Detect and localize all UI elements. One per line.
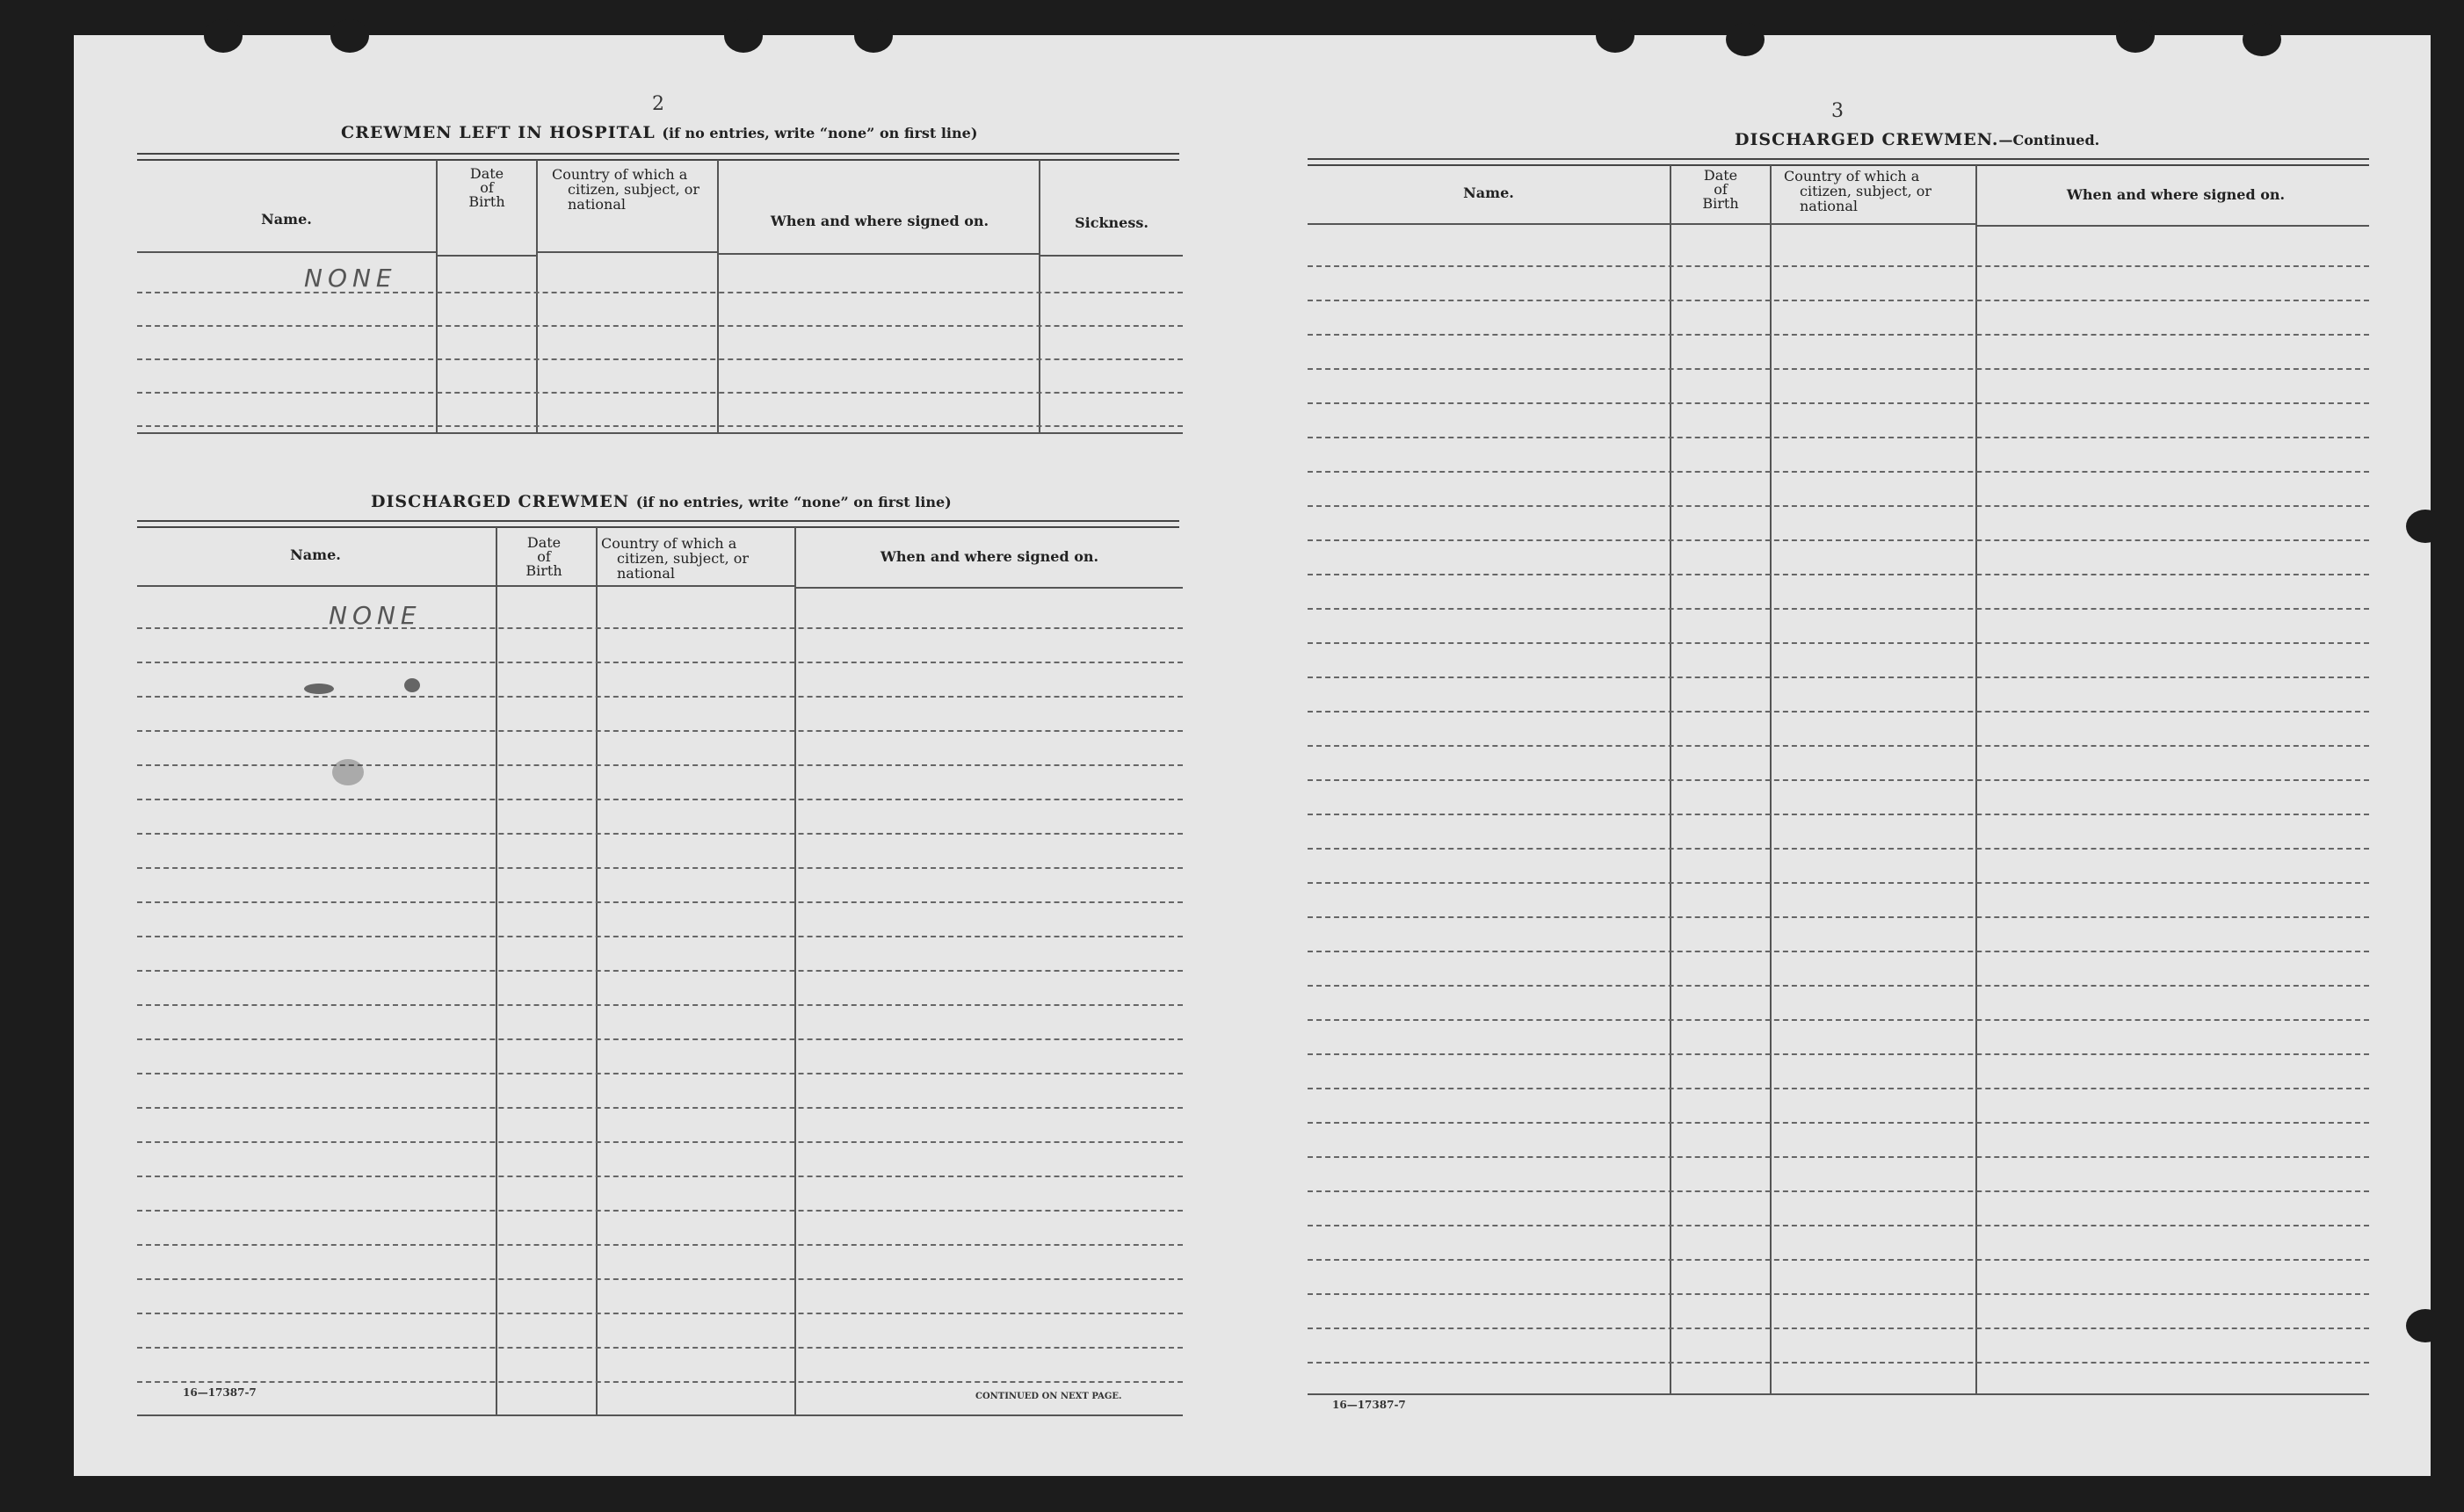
- entry-line: [137, 1004, 1183, 1006]
- hospital-table: [137, 160, 1183, 467]
- entry-line: [137, 1073, 1183, 1074]
- col-header-signed: When and where signed on.: [770, 213, 989, 229]
- entry-line: [137, 730, 1183, 732]
- col-header-dob: Date of Birth: [525, 534, 562, 579]
- continued-title-text: DISCHARGED CREWMEN.: [1735, 130, 1999, 149]
- form-number: 16—17387-7: [183, 1386, 257, 1399]
- table-bottom-rule: [137, 432, 1183, 434]
- entry-line: [137, 392, 1183, 394]
- ink-blot: [304, 684, 334, 694]
- column-divider: [794, 527, 796, 1416]
- entry-line: [137, 1313, 1183, 1314]
- entry-line: [137, 1141, 1183, 1143]
- entry-line: [1308, 882, 2369, 884]
- hospital-title-note: (if no entries, write “none” on first line): [662, 125, 978, 141]
- entry-line: [137, 867, 1183, 869]
- entry-line: [1308, 985, 2369, 987]
- entry-line: [137, 1347, 1183, 1349]
- entry-line: [1308, 916, 2369, 918]
- entry-line: [1308, 1190, 2369, 1192]
- entry-line: [137, 696, 1183, 698]
- col-header-country: Country of which a citizen, subject, or national: [601, 535, 750, 582]
- continued-note: CONTINUED ON NEXT PAGE.: [975, 1392, 1122, 1401]
- discharged-continued-table: [1308, 165, 2369, 1430]
- entry-line: [1308, 711, 2369, 713]
- col-header-name: Name.: [261, 211, 312, 228]
- column-divider: [596, 527, 598, 1416]
- entry-line: [137, 764, 1183, 766]
- header-rule: [497, 585, 596, 587]
- left-page: [74, 35, 1234, 1476]
- entry-line: [137, 901, 1183, 903]
- header-rule: [1671, 223, 1770, 225]
- table-bottom-rule: [137, 1414, 1183, 1416]
- hospital-title-text: CREWMEN LEFT IN HOSPITAL: [341, 123, 656, 142]
- entry-line: [1308, 745, 2369, 747]
- header-rule: [796, 587, 1183, 589]
- discharged-section-title: [371, 492, 952, 511]
- entry-line: [1308, 539, 2369, 541]
- column-divider: [496, 527, 497, 1416]
- entry-line: [137, 1038, 1183, 1040]
- entry-line: [1308, 1122, 2369, 1124]
- page-number: 3: [1831, 100, 1844, 122]
- entry-line: [1308, 1053, 2369, 1055]
- entry-line: [1308, 676, 2369, 678]
- col-header-signed: When and where signed on.: [880, 548, 1099, 565]
- entry-line: [137, 1244, 1183, 1246]
- entry-line: [1308, 300, 2369, 301]
- entry-line: [1308, 334, 2369, 336]
- header-rule: [1308, 223, 1670, 225]
- entry-line: [1308, 1019, 2369, 1021]
- entry-line: [137, 799, 1183, 800]
- header-rule: [1040, 255, 1183, 257]
- header-rule: [1977, 225, 2369, 227]
- form-sheet: [74, 35, 2431, 1476]
- hospital-section-title: [341, 123, 977, 142]
- entry-line: [137, 936, 1183, 937]
- header-rule: [438, 255, 536, 257]
- entry-line: [1308, 608, 2369, 610]
- entry-line: [1308, 1328, 2369, 1329]
- entry-line: [1308, 779, 2369, 781]
- entry-line: [137, 1107, 1183, 1109]
- handwritten-entry: NONE: [304, 264, 397, 293]
- col-header-dob: Date of Birth: [468, 165, 505, 210]
- header-rule: [719, 253, 1039, 255]
- entry-line: [137, 1381, 1183, 1383]
- page-number: 2: [652, 93, 664, 115]
- entry-line: [1308, 1088, 2369, 1089]
- entry-line: [1308, 1293, 2369, 1295]
- entry-line: [1308, 951, 2369, 952]
- col-header-sickness: Sickness.: [1075, 214, 1149, 231]
- header-rule: [1772, 223, 1975, 225]
- discharged-table: [137, 527, 1183, 1423]
- discharged-title-text: DISCHARGED CREWMEN: [371, 492, 630, 511]
- entry-line: [137, 325, 1183, 327]
- col-header-signed: When and where signed on.: [2066, 186, 2286, 203]
- ink-smudge: [332, 759, 364, 785]
- entry-line: [1308, 574, 2369, 575]
- table-bottom-rule: [1308, 1393, 2369, 1395]
- entry-line: [137, 1176, 1183, 1177]
- entry-line: [1308, 402, 2369, 404]
- entry-line: [1308, 848, 2369, 850]
- entry-line: [1308, 1362, 2369, 1364]
- col-header-country: Country of which a citizen, subject, or national: [552, 166, 700, 213]
- col-header-country: Country of which a citizen, subject, or national: [1784, 168, 1932, 214]
- continued-section-title: [1735, 130, 2099, 149]
- entry-line: [137, 662, 1183, 663]
- entry-line: [1308, 814, 2369, 815]
- entry-line: [137, 970, 1183, 972]
- entry-line: [137, 358, 1183, 360]
- entry-line: [137, 1210, 1183, 1212]
- entry-line: [1308, 1225, 2369, 1226]
- form-number: 16—17387-7: [1332, 1399, 1406, 1411]
- col-header-name: Name.: [1463, 184, 1514, 201]
- col-header-dob: Date of Birth: [1702, 167, 1739, 212]
- entry-line: [137, 292, 1183, 293]
- entry-line: [1308, 368, 2369, 370]
- entry-line: [137, 833, 1183, 835]
- entry-line: [1308, 642, 2369, 644]
- discharged-title-note: (if no entries, write “none” on first line): [635, 494, 952, 510]
- handwritten-entry: NONE: [329, 601, 422, 630]
- ink-blot: [404, 678, 420, 692]
- header-rule: [598, 585, 794, 587]
- header-rule: [137, 585, 496, 587]
- entry-line: [1308, 1259, 2369, 1261]
- continued-title-suffix: —Continued.: [1998, 132, 2100, 148]
- entry-line: [137, 425, 1183, 427]
- right-page: [1234, 35, 2431, 1476]
- entry-line: [1308, 437, 2369, 438]
- col-header-name: Name.: [290, 546, 341, 563]
- entry-line: [1308, 1156, 2369, 1158]
- header-rule: [538, 251, 717, 253]
- entry-line: [137, 1278, 1183, 1280]
- entry-line: [1308, 471, 2369, 473]
- entry-line: [137, 627, 1183, 629]
- header-rule: [137, 251, 436, 253]
- entry-line: [1308, 505, 2369, 507]
- entry-line: [1308, 265, 2369, 267]
